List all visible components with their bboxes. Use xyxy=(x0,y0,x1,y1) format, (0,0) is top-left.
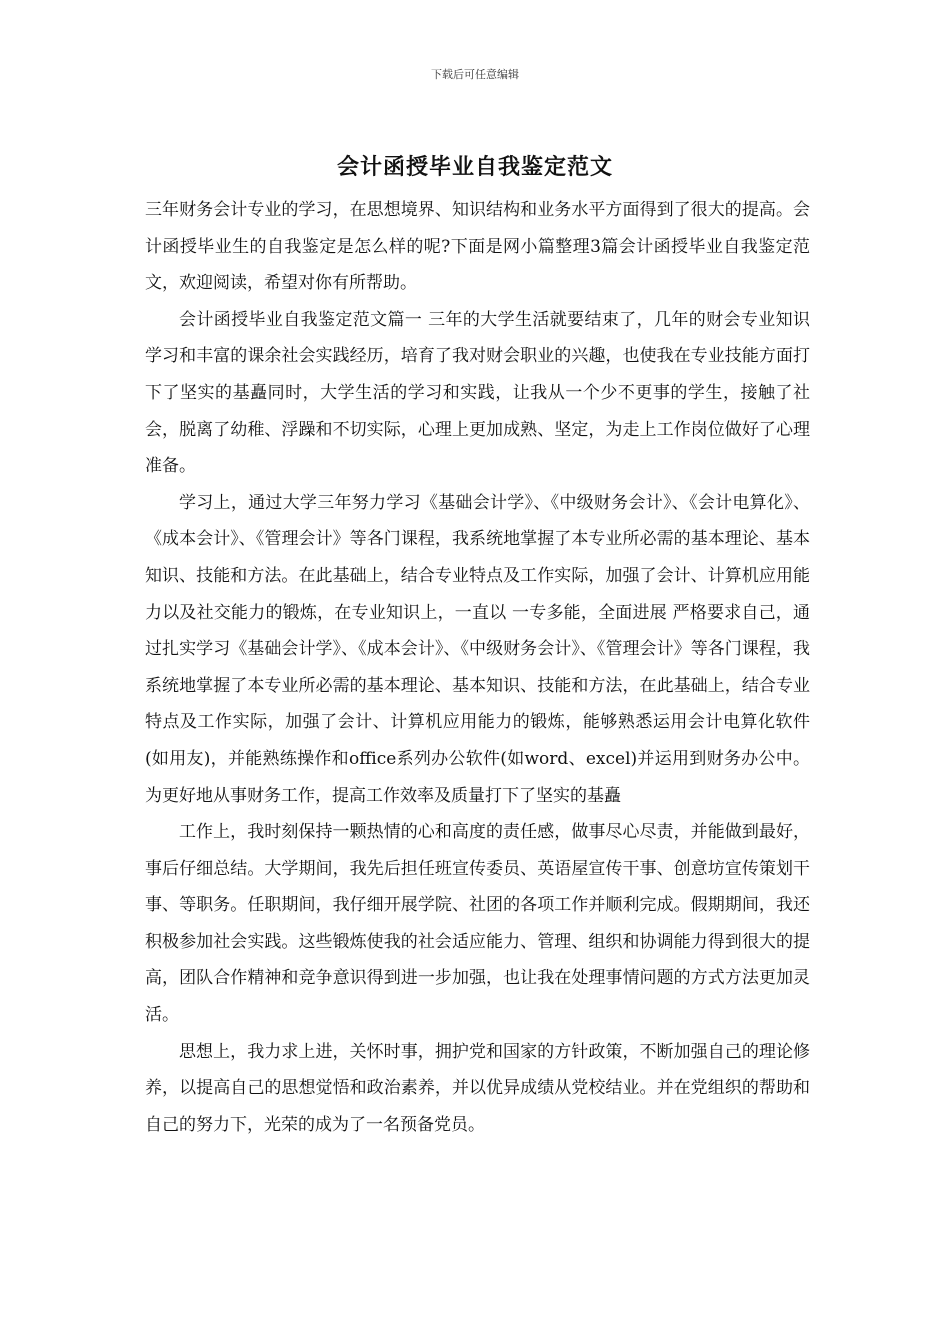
document-body xyxy=(145,192,810,1143)
header-note: 下载后可任意编辑 xyxy=(431,68,519,81)
paragraph-work: 工作上，我时刻保持一颗热情的心和高度的责任感，做事尽心尽责，并能做到最好，事后仔细总结。大学期间，我先后担任班宣传委员、英语屋宣传干事、创意坊宣传策划干事、等职务。任职期间，我仔细开展学院、社团的各项工作并顺利完成。假期期间，我还积极参加社会实践。这些锻炼使我的社会适应能力、管理、组织和协调能力得到很大的提高，团队合作精神和竞争意识得到进一步加强，也让我在处理事情问题的方式方法更加灵活。 xyxy=(145,822,810,1026)
page-title: 会计函授毕业自我鉴定范文 xyxy=(336,154,613,180)
paragraph-intro: 三年财务会计专业的学习，在思想境界、知识结构和业务水平方面得到了很大的提高。会计函授毕业生的自我鉴定是怎么样的呢?下面是网小篇整理3篇会计函授毕业自我鉴定范文，欢迎阅读，希望对你有所帮助。 xyxy=(145,200,810,294)
paragraph-part-one: 会计函授毕业自我鉴定范文篇一 三年的大学生活就要结束了，几年的财会专业知识学习和丰富的课余社会实践经历，培育了我对财会职业的兴趣，也使我在专业技能方面打下了坚实的基矗同时，大学生活的学习和实践，让我从一个少不更事的学生，接触了社会，脱离了幼稚、浮躁和不切实际，心理上更加成熟、坚定，为走上工作岗位做好了心理准备。 xyxy=(145,309,810,477)
paragraph-thought: 思想上，我力求上进，关怀时事，拥护党和国家的方针政策，不断加强自己的理论修养，以提高自己的思想觉悟和政治素养，并以优异成绩从党校结业。并在党组织的帮助和自己的努力下，光荣的成为了一名预备党员。 xyxy=(145,1041,810,1135)
paragraph-study: 学习上，通过大学三年努力学习《基础会计学》、《中级财务会计》、《会计电算化》、《成本会计》、《管理会计》等各门课程，我系统地掌握了本专业所必需的基本理论、基本知识、技能和方法。在此基础上，结合专业特点及工作实际，加强了会计、计算机应用能力以及社交能力的锻炼，在专业知识上，一直以 一专多能，全面进展 严格要求自己，通过扎实学习《基础会计学》、《成本会计》、《中级财务会计》、《管理会计》等各门课程，我系统地掌握了本专业所必需的基本理论、基本知识、技能和方法，在此基础上，结合专业特点及工作实际，加强了会计、计算机应用能力的锻炼，能够熟悉运用会计电算化软件(如用友)，并能熟练操作和office系列办公软件(如word、excel)并运用到财务办公中。为更好地从事财务工作，提高工作效率及质量打下了坚实的基矗 xyxy=(145,492,810,806)
